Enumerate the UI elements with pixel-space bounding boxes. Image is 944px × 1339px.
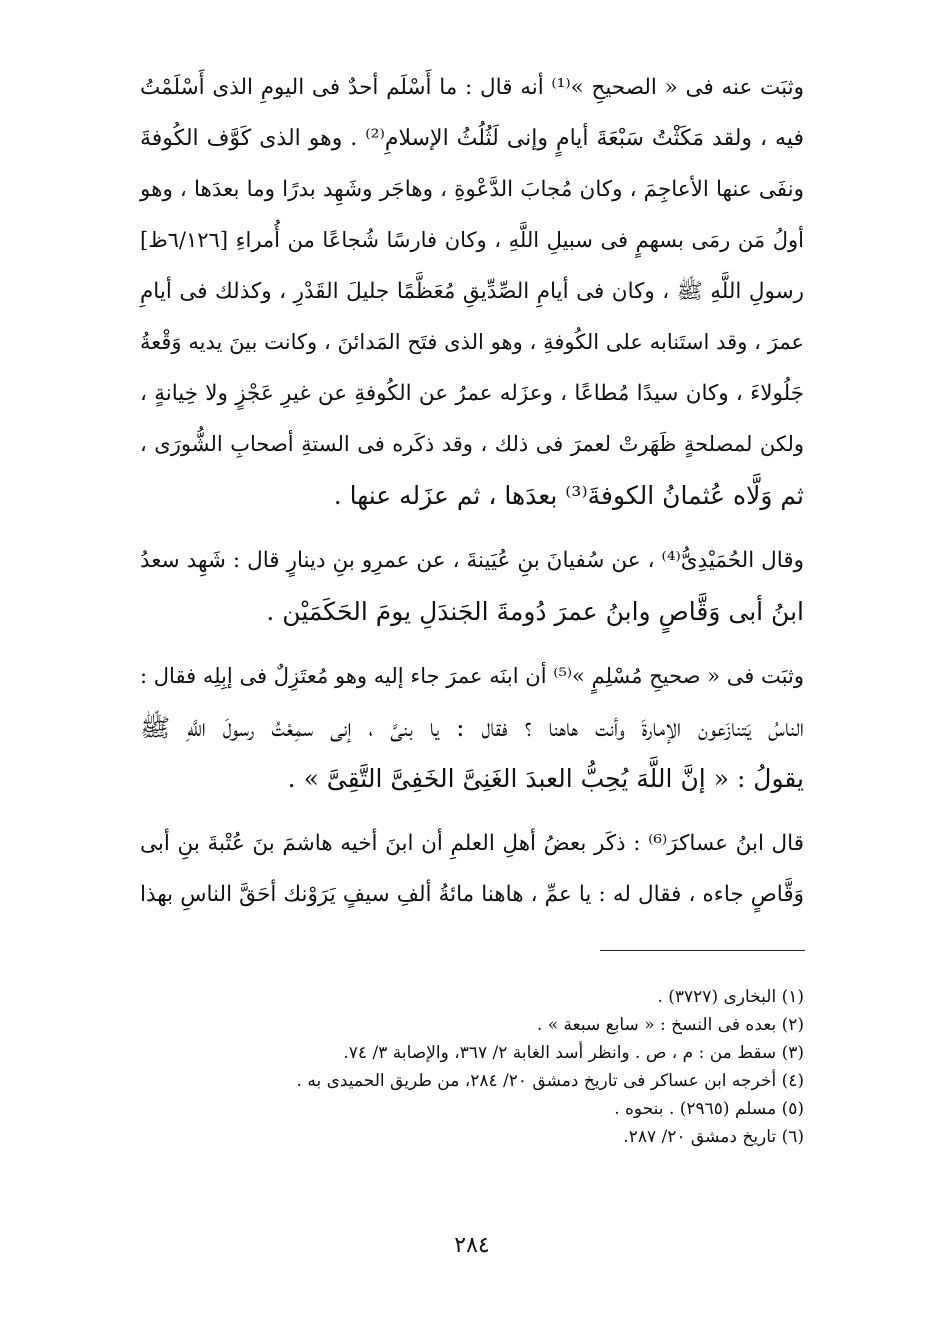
footnote-2: (٢) بعده فى النسخ : « سابع سبعة » . bbox=[536, 1015, 804, 1035]
text-line: قال ابنُ عساكرَ⁽⁶⁾ : ذكَر بعضُ أهلِ العلمِ أن ابنَ أخيه هاشمَ بنَ عُتْبةَ بنِ أبى bbox=[140, 831, 804, 856]
text-line: جَلُولاءَ ، وكان سيدًا مُطاعًا ، وعزَله عمرُ عن الكُوفةِ عن غيرِ عَجْزٍ ولا خِيانةٍ ، bbox=[140, 381, 804, 406]
text-line: وثبَت عنه فى « الصحيحِ »⁽¹⁾ أنه قال : ما أَسْلَم أحدٌ فى اليومِ الذى أَسْلَمْتُ bbox=[140, 75, 804, 100]
text-line: ونفَى عنها الأعاجِمَ ، وكان مُجابَ الدَّعْوةِ ، وهاجَر وشَهِد بدرًا وما بعدَها ، وهو bbox=[140, 177, 804, 202]
text-line: رسولِ اللَّهِ ﷺ ، وكان فى أيامِ الصِّدِّيقِ مُعَظَّمًا جليلَ القَدْرِ ، وكذلك فى أيامِ bbox=[140, 279, 804, 304]
main-text bbox=[140, 62, 804, 934]
paragraph-2 bbox=[140, 535, 804, 637]
footnote-6: (٦) تاريخ دمشق ٢٠/ ٢٨٧. bbox=[623, 1127, 804, 1147]
footnote-4: (٤) أخرجه ابن عساكر فى تاريخ دمشق ٢٠/ ٢٨٤، من طريق الحميدى به . bbox=[296, 1071, 804, 1091]
footnote-separator bbox=[600, 950, 805, 951]
text-line: أولُ مَن رمَى بسهمٍ فى سبيلِ اللَّهِ ، وكان فارسًا شُجاعًا من أُمراءِ [٦/١٢٦ظ] bbox=[140, 228, 804, 252]
footnote-1: (١) البخارى (٣٧٢٧) . bbox=[657, 987, 804, 1007]
text-line: وَقَّاصٍ جاءه ، فقال له : يا عمِّ ، هاهنا مائةُ ألفِ سيفٍ يَرَوْنك أحَقَّ الناسِ بهذا bbox=[140, 882, 804, 907]
text-line: يقولُ : « إنَّ اللَّهَ يُحِبُّ العبدَ الغَنِىَّ الخَفِىَّ التَّقِىَّ » . bbox=[287, 764, 804, 793]
text-line: ثم وَلَّاه عُثمانُ الكوفةَ⁽³⁾ بعدَها ، ثم عزَله عنها . bbox=[333, 481, 804, 510]
text-line: الناسُ يَتنازَعون الإمارةَ وأنت هاهنا ؟ فقال : يا بنىَّ ، إنى سمِعْتُ رسولَ اللَّهِ ﷺ bbox=[140, 713, 804, 742]
text-line: وثبَت فى « صحيحِ مُسْلِمٍ »⁽⁵⁾ أن ابنَه عمرَ جاء إليه وهو مُعتَزِلٌ فى إبِلِه فقال : bbox=[140, 664, 804, 688]
text-line: ابنُ أبى وَقَّاصٍ وابنُ عمرَ دُومةَ الجَندَلِ يومَ الحَكَمَيْن . bbox=[266, 597, 804, 626]
page-number: ٢٨٤ bbox=[454, 1233, 490, 1258]
text-line: عمرَ ، وقد استَنابه على الكُوفةِ ، وهو الذى فتَح المَدائنَ ، وكانت بينَ يديه وَقْعةُ bbox=[140, 330, 804, 354]
text-line: وقال الحُمَيْدِىُّ⁽⁴⁾ ، عن سُفيانَ بنِ عُيَينةَ ، عن عمرِو بنِ دينارٍ قال : شَهِد سعدُ bbox=[140, 548, 804, 573]
footnote-3: (٣) سقط من : م ، ص . وانظر أسد الغابة ٢/ ٣٦٧، والإصابة ٣/ ٧٤. bbox=[343, 1043, 804, 1063]
paragraph-3 bbox=[140, 651, 804, 804]
text-line: فيه ، ولقد مَكَثْتُ سَبْعَةَ أيامٍ وإنى لَثُلُثُ الإسلامِ⁽²⁾ . وهو الذى كَوَّف الكُوفةَ bbox=[140, 126, 804, 151]
text-line: ولكن لمصلحةٍ ظَهَرتْ لعمرَ فى ذلك ، وقد ذكَره فى الستةِ أصحابِ الشُّورَى ، bbox=[140, 432, 804, 456]
paragraph-1 bbox=[140, 62, 804, 521]
paragraph-4 bbox=[140, 818, 804, 920]
footnotes bbox=[140, 983, 804, 1151]
footnote-5: (٥) مسلم (٢٩٦٥) . بنحوه . bbox=[614, 1099, 804, 1119]
